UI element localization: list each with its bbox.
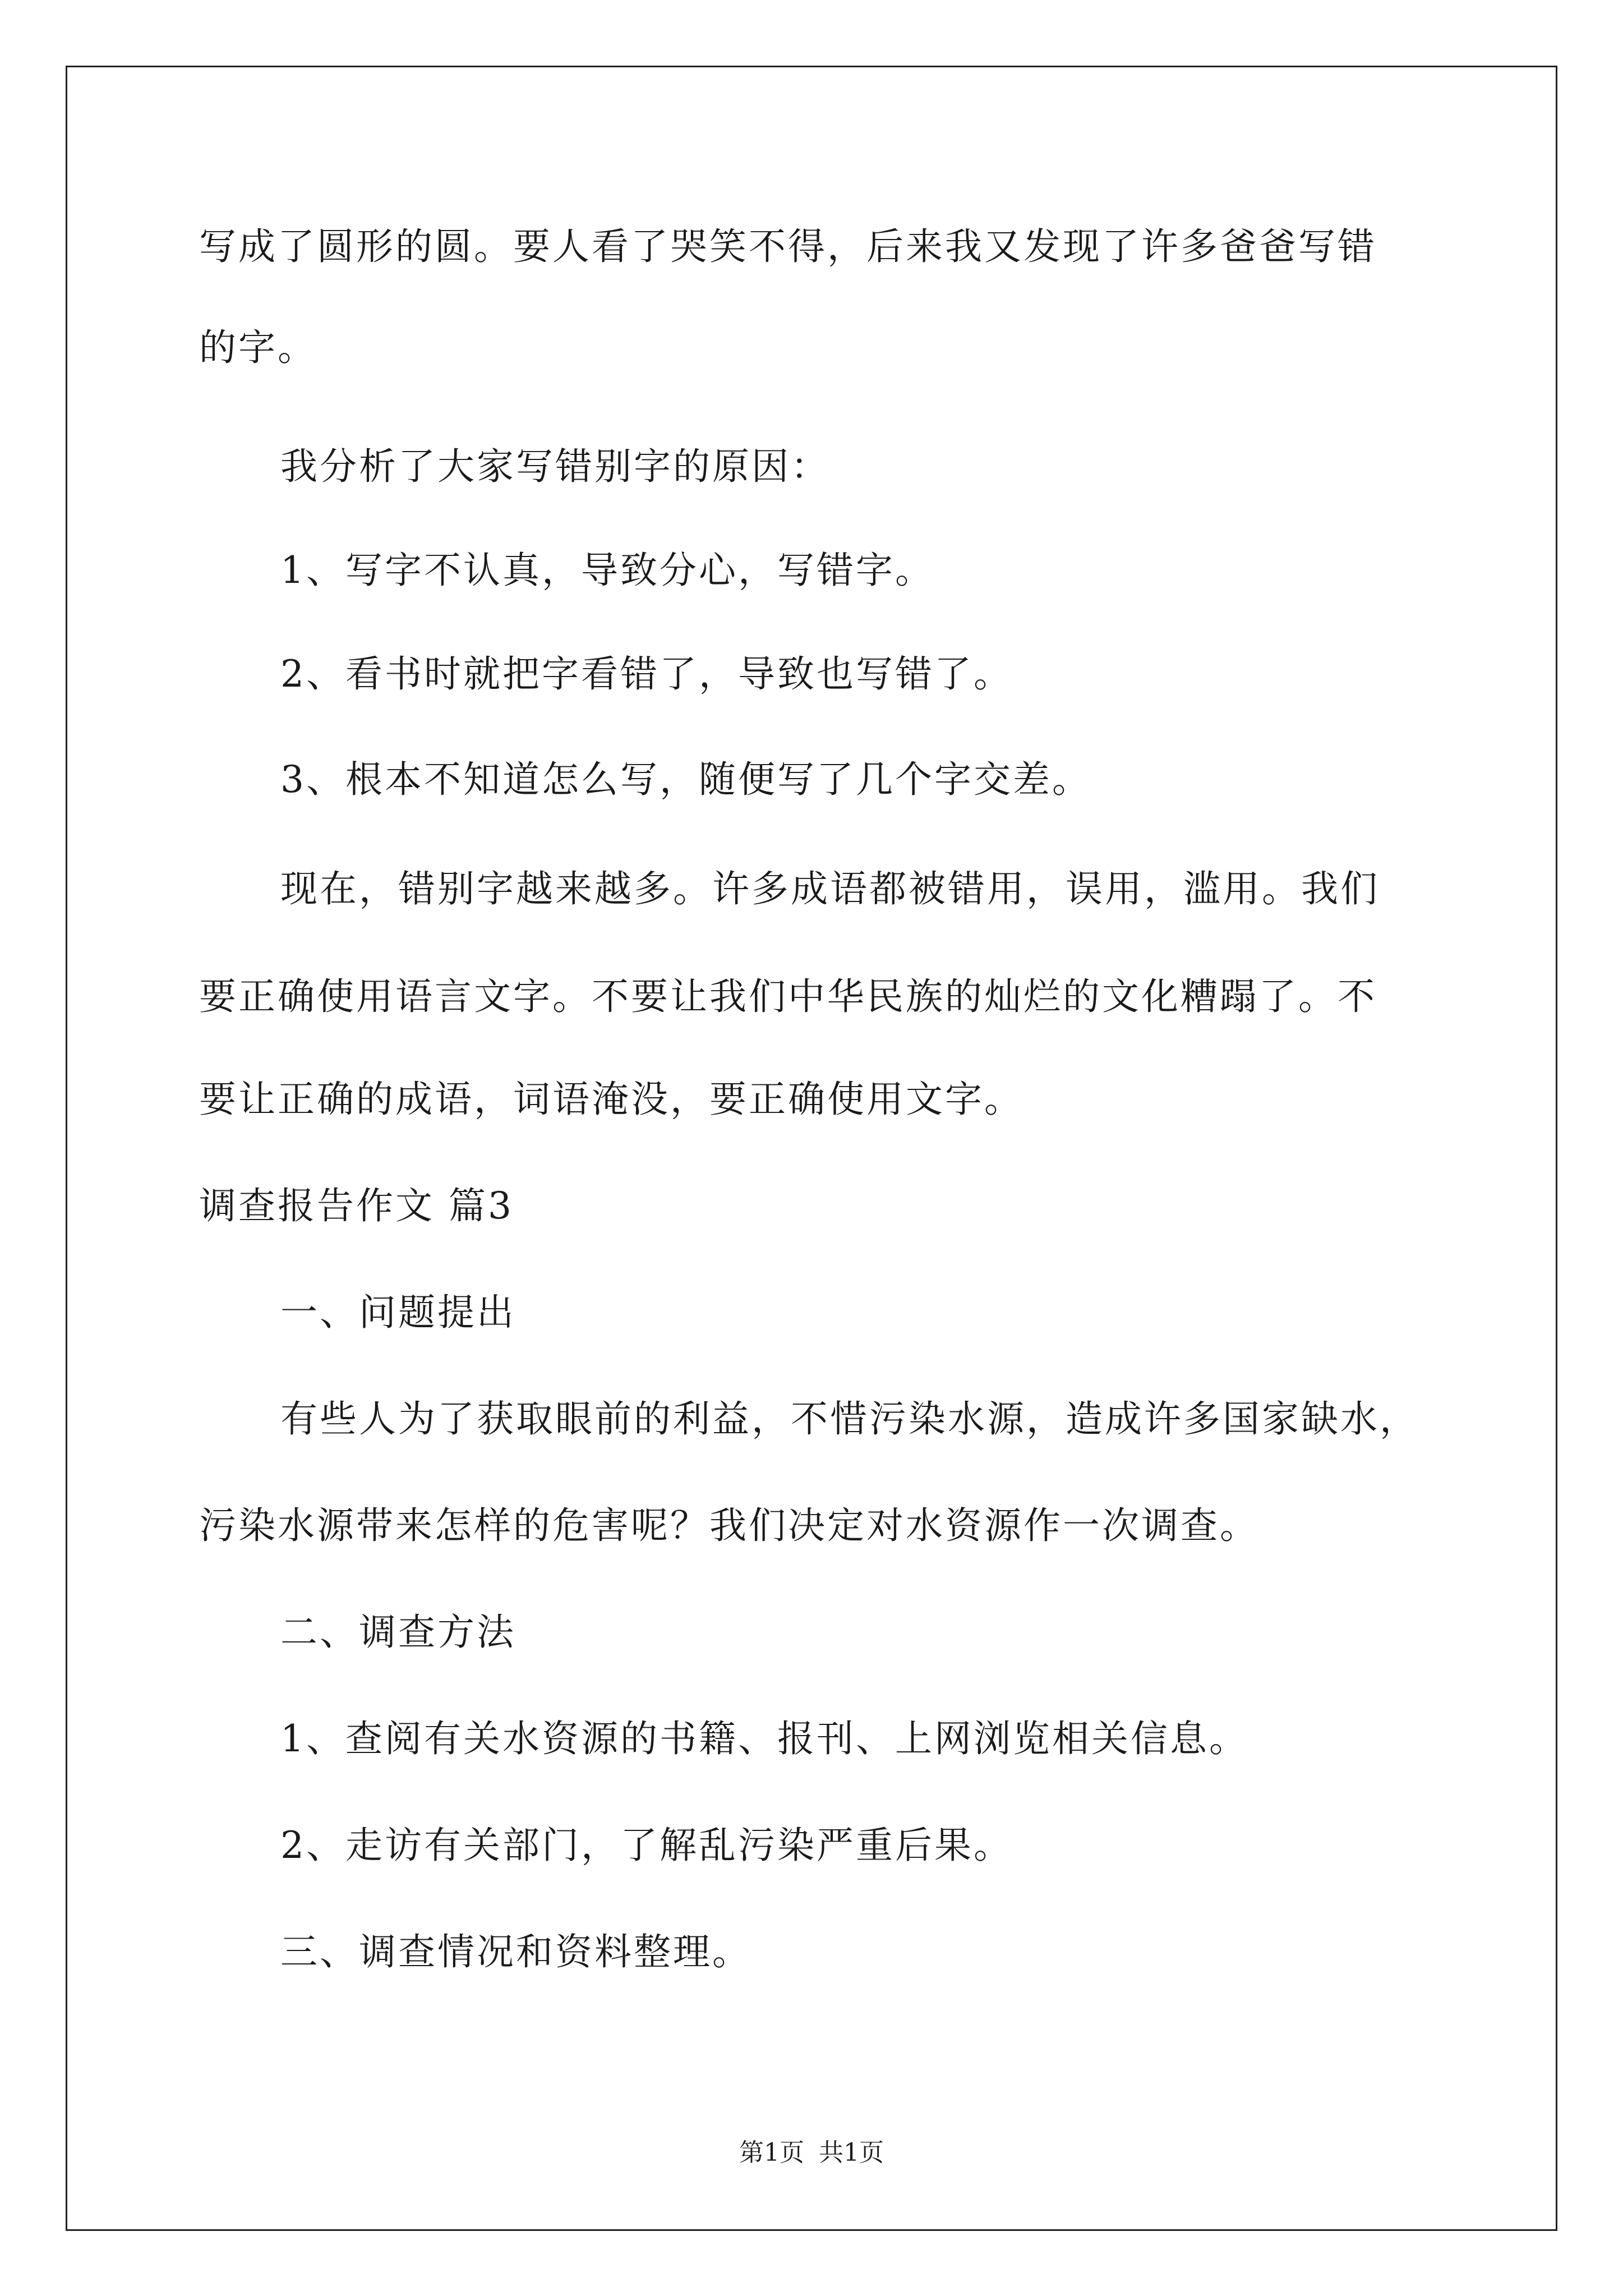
list-item: 3、根本不知道怎么写，随便写了几个字交差。 [280, 758, 1091, 801]
body-line: 的字。 [199, 326, 317, 369]
section-title: 调查报告作文 篇3 [199, 1184, 514, 1227]
list-item: 2、走访有关部门，了解乱污染严重后果。 [280, 1824, 1013, 1867]
page-border [66, 66, 1557, 2231]
section-heading: 一、问题提出 [280, 1291, 516, 1334]
list-item: 1、写字不认真，导致分心，写错字。 [280, 549, 934, 592]
body-line: 写成了圆形的圆。要人看了哭笑不得，后来我又发现了许多爸爸写错 [199, 225, 1377, 268]
body-line: 有些人为了获取眼前的利益，不惜污染水源，造成许多国家缺水， [280, 1397, 1419, 1441]
body-line: 要正确使用语言文字。不要让我们中华民族的灿烂的文化糟蹋了。不 [199, 975, 1377, 1018]
list-item: 1、查阅有关水资源的书籍、报刊、上网浏览相关信息。 [280, 1717, 1248, 1760]
page-number: 第1页 [739, 2138, 804, 2167]
section-heading: 三、调查情况和资料整理。 [280, 1930, 751, 1973]
page-total: 共1页 [819, 2138, 884, 2167]
body-line: 我分析了大家写错别字的原因： [280, 445, 830, 488]
list-item: 2、看书时就把字看错了，导致也写错了。 [280, 652, 1013, 696]
section-heading: 二、调查方法 [280, 1611, 516, 1654]
body-line: 污染水源带来怎样的危害呢？我们决定对水资源作一次调查。 [199, 1504, 1259, 1547]
body-line: 现在，错别字越来越多。许多成语都被错用，误用，滥用。我们 [280, 867, 1380, 910]
body-line: 要让正确的成语，词语淹没，要正确使用文字。 [199, 1078, 1023, 1121]
page-footer [0, 2137, 1623, 2169]
